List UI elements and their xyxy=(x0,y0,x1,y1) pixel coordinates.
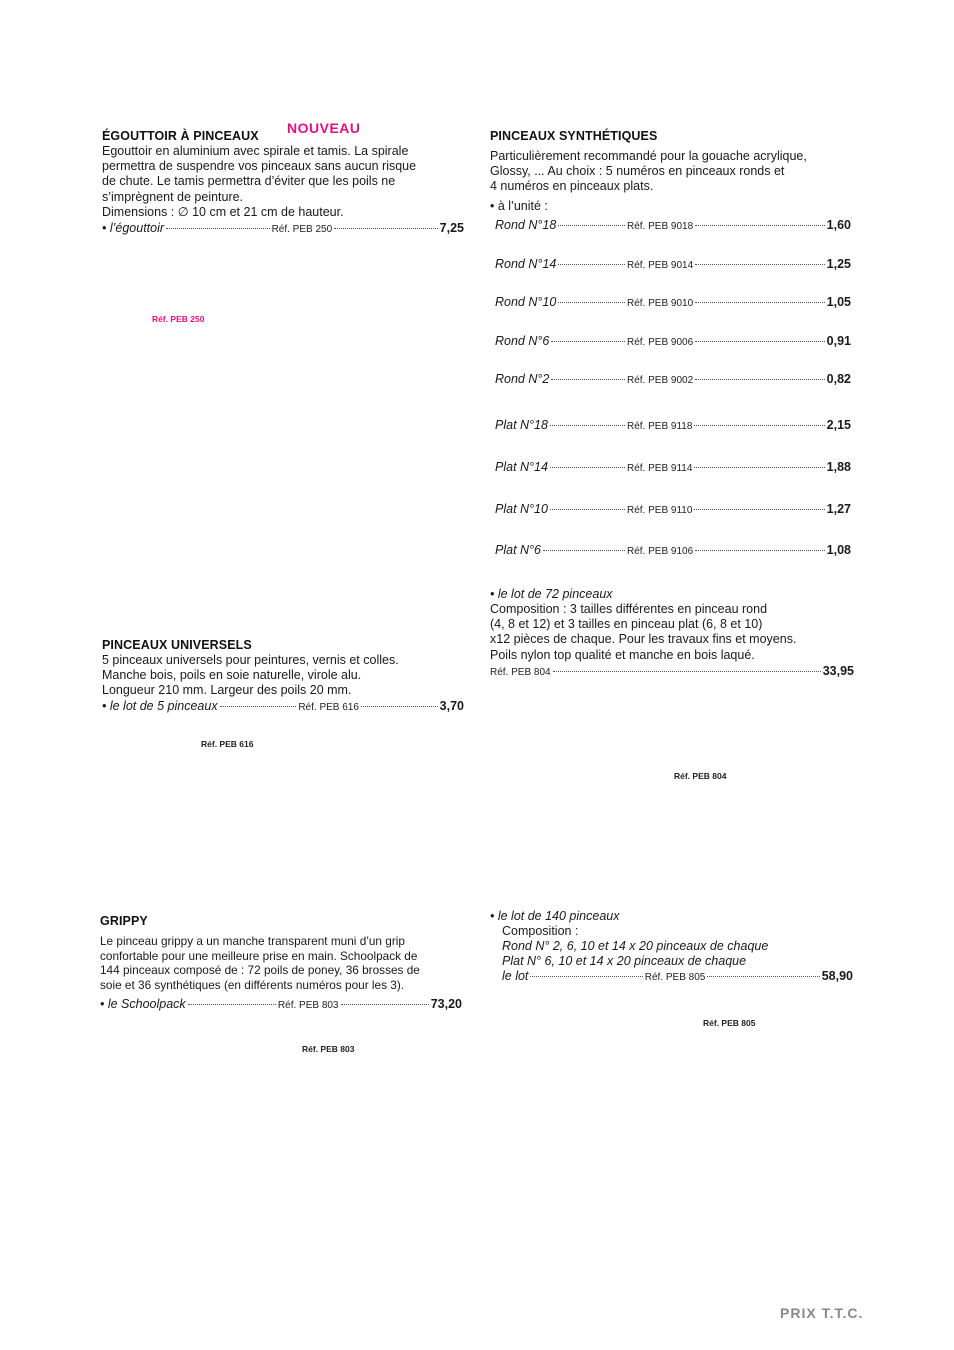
item-label-wrap xyxy=(495,295,627,309)
item-price: 33,95 xyxy=(822,664,854,678)
item-label-text: Rond N°10 xyxy=(495,295,557,309)
item-price: 7,25 xyxy=(439,221,464,235)
synthetiques-title: PINCEAUX SYNTHÉTIQUES xyxy=(490,129,658,143)
grippy-line: soie et 36 synthétiques (en différents numéros pour les 3). xyxy=(100,977,405,992)
item-label-wrap xyxy=(495,218,627,232)
item-ref: Réf. PEB 805 xyxy=(644,972,706,983)
lot72-line: (4, 8 et 12) et 3 tailles en pinceau plat (6, 8 et 10) xyxy=(490,617,763,632)
grippy-description xyxy=(100,934,472,992)
lot140-line: Rond N° 2, 6, 10 et 14 x 20 pinceaux de chaque xyxy=(502,939,769,953)
lot72-image-ref: Réf. PEB 804 xyxy=(674,771,727,781)
synthetiques-item-row xyxy=(495,372,851,386)
leader-dots xyxy=(334,228,438,229)
lot140-image-ref: Réf. PEB 805 xyxy=(703,1018,756,1028)
item-ref: Réf. PEB 9018 xyxy=(627,221,694,232)
item-label-text: Rond N°18 xyxy=(495,218,557,232)
leader-dots xyxy=(551,341,625,342)
universels-line: Longueur 210 mm. Largeur des poils 20 mm. xyxy=(102,683,352,698)
universels-line: Manche bois, poils en soie naturelle, virole alu. xyxy=(102,668,362,683)
item-price: 0,91 xyxy=(826,334,851,348)
lot140-label: • le lot de 140 pinceaux xyxy=(490,909,620,923)
synthetiques-line: Particulièrement recommandé pour la gouache acrylique, xyxy=(490,149,807,163)
leader-dots xyxy=(188,1004,276,1005)
synthetiques-item-row xyxy=(495,460,851,474)
leader-dots xyxy=(695,550,825,551)
synthetiques-item-row xyxy=(495,295,851,309)
egouttoir-description xyxy=(102,144,472,220)
grippy-line: Le pinceau grippy a un manche transparent muni d’un grip xyxy=(100,934,405,948)
leader-dots xyxy=(695,302,825,303)
item-label-wrap xyxy=(495,257,627,271)
item-label: • l’égouttoir xyxy=(102,221,165,235)
grippy-title: GRIPPY xyxy=(100,914,148,928)
item-label-text: Rond N°2 xyxy=(495,372,550,386)
item-label-wrap xyxy=(495,334,627,348)
leader-dots xyxy=(341,1004,429,1005)
grippy-line: 144 pinceaux composé de : 72 poils de poney, 36 brosses de xyxy=(100,963,420,978)
item-ref: Réf. PEB 804 xyxy=(490,667,551,678)
universels-price-line xyxy=(102,699,464,713)
leader-dots xyxy=(694,509,824,510)
synthetiques-line: 4 numéros en pinceaux plats. xyxy=(490,179,654,194)
universels-title: PINCEAUX UNIVERSELS xyxy=(102,638,252,652)
leader-dots xyxy=(553,671,821,672)
egouttoir-price-line xyxy=(102,221,464,235)
leader-dots xyxy=(694,467,824,468)
leader-dots xyxy=(707,976,819,977)
item-label-wrap xyxy=(495,502,627,516)
egouttoir-line: Dimensions : ∅ 10 cm et 21 cm de hauteur. xyxy=(102,204,344,219)
item-label-wrap xyxy=(495,543,627,557)
egouttoir-line: s’imprègnent de peinture. xyxy=(102,189,244,204)
lot72-description xyxy=(490,602,870,663)
synthetiques-description xyxy=(490,149,870,195)
item-price: 1,60 xyxy=(826,218,851,232)
unit-label: • à l’unité : xyxy=(490,199,548,213)
item-label: • le lot de 5 pinceaux xyxy=(102,699,218,713)
lot140-price-line xyxy=(502,969,853,983)
synthetiques-line: Glossy, ... Au choix : 5 numéros en pinceaux ronds et xyxy=(490,164,785,179)
lot140-description xyxy=(502,939,862,969)
leader-dots xyxy=(694,425,824,426)
grippy-image-ref: Réf. PEB 803 xyxy=(302,1044,355,1054)
leader-dots xyxy=(220,706,297,707)
item-label-text: Plat N°10 xyxy=(495,502,548,516)
lot72-line: Composition : 3 tailles différentes en pinceau rond xyxy=(490,602,768,616)
lot72-line: Poils nylon top qualité et manche en bois laqué. xyxy=(490,647,755,662)
item-price: 3,70 xyxy=(439,699,465,713)
egouttoir-image-ref: Réf. PEB 250 xyxy=(152,314,205,324)
item-label-text: Plat N°6 xyxy=(495,543,541,557)
item-label-text: Rond N°14 xyxy=(495,257,557,271)
egouttoir-line: permettra de suspendre vos pinceaux sans aucun risque xyxy=(102,159,417,174)
synthetiques-item-row xyxy=(495,418,851,432)
leader-dots xyxy=(695,264,825,265)
item-price: 1,88 xyxy=(826,460,851,474)
item-price: 2,15 xyxy=(826,418,851,432)
leader-dots xyxy=(530,976,642,977)
lot72-line: x12 pièces de chaque. Pour les travaux fins et moyens. xyxy=(490,632,797,647)
leader-dots xyxy=(166,228,270,229)
leader-dots xyxy=(550,509,625,510)
leader-dots xyxy=(558,264,625,265)
leader-dots xyxy=(695,225,825,226)
synthetiques-item-row xyxy=(495,543,851,557)
synthetiques-item-row xyxy=(495,257,851,271)
leader-dots xyxy=(550,425,625,426)
lot72-label: • le lot de 72 pinceaux xyxy=(490,587,613,601)
footer-prix-ttc: PRIX T.T.C. xyxy=(780,1305,864,1321)
item-label-text: Plat N°18 xyxy=(495,418,548,432)
leader-dots xyxy=(543,550,625,551)
item-price: 0,82 xyxy=(826,372,851,386)
leader-dots xyxy=(558,225,625,226)
universels-image-ref: Réf. PEB 616 xyxy=(201,739,254,749)
item-ref: Réf. PEB 9114 xyxy=(627,463,693,474)
item-ref: Réf. PEB 9010 xyxy=(627,298,694,309)
item-label-text: Rond N°6 xyxy=(495,334,550,348)
item-ref: Réf. PEB 9106 xyxy=(627,546,694,557)
item-price: 58,90 xyxy=(821,969,853,983)
item-label-text: Plat N°14 xyxy=(495,460,548,474)
leader-dots xyxy=(695,341,825,342)
item-price: 1,08 xyxy=(826,543,851,557)
leader-dots xyxy=(695,379,825,380)
item-label-wrap xyxy=(495,418,627,432)
item-ref: Réf. PEB 250 xyxy=(271,224,333,235)
grippy-line: confortable pour une meilleure prise en main. Schoolpack de xyxy=(100,948,418,963)
item-ref: Réf. PEB 803 xyxy=(277,1000,339,1011)
item-ref: Réf. PEB 9014 xyxy=(627,260,694,271)
lot72-price-line xyxy=(490,664,854,678)
egouttoir-line: de chute. Le tamis permettra d’éviter que les poils ne xyxy=(102,174,396,189)
universels-line: 5 pinceaux universels pour peintures, vernis et colles. xyxy=(102,653,399,667)
item-ref: Réf. PEB 9006 xyxy=(627,337,694,348)
leader-dots xyxy=(550,467,625,468)
synthetiques-item-row xyxy=(495,334,851,348)
item-label-wrap xyxy=(495,372,627,386)
synthetiques-item-row xyxy=(495,218,851,232)
universels-description xyxy=(102,653,472,699)
grippy-price-line xyxy=(100,997,462,1011)
item-ref: Réf. PEB 9002 xyxy=(627,375,694,386)
egouttoir-line: Egouttoir en aluminium avec spirale et tamis. La spirale xyxy=(102,144,409,158)
item-price: 1,25 xyxy=(826,257,851,271)
item-price: 1,05 xyxy=(826,295,851,309)
nouveau-badge: NOUVEAU xyxy=(287,120,361,136)
item-price: 1,27 xyxy=(826,502,851,516)
egouttoir-title: ÉGOUTTOIR À PINCEAUX xyxy=(102,129,259,143)
item-label: • le Schoolpack xyxy=(100,997,186,1011)
leader-dots xyxy=(551,379,625,380)
leader-dots xyxy=(558,302,625,303)
item-price: 73,20 xyxy=(430,997,462,1011)
lot140-composition: Composition : xyxy=(502,924,579,938)
item-label: le lot xyxy=(502,969,529,983)
item-ref: Réf. PEB 616 xyxy=(298,702,359,713)
synthetiques-item-row xyxy=(495,502,851,516)
leader-dots xyxy=(361,706,438,707)
item-ref: Réf. PEB 9118 xyxy=(627,421,693,432)
item-ref: Réf. PEB 9110 xyxy=(627,505,693,516)
item-label-wrap xyxy=(495,460,627,474)
lot140-line: Plat N° 6, 10 et 14 x 20 pinceaux de chaque xyxy=(502,954,747,969)
